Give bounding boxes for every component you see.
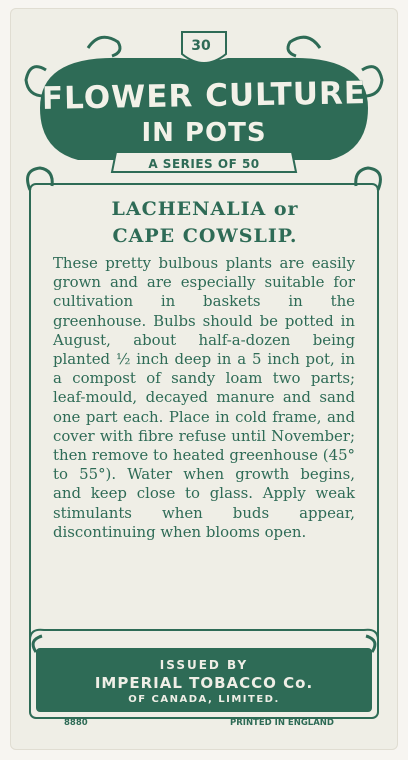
care-description: These pretty bulbous plants are easily grown and are especially suitable for cultivation in baskets in the greenhouse. Bulbs should be potted in August, about half-a-dozen being planted ½ inch deep in a 5 inch pot, in a compost of sandy loam two parts; leaf-mould, decayed manure and sand one part each. Place in cold frame, and cover with fibre refuse until November; then remove to heated greenhouse (45° to 55°). Water when growth begins, and keep close to glass. Apply weak stimulants when buds appear, discontinuing when blooms open. — [53, 254, 355, 541]
card-number: 30 — [191, 38, 211, 54]
printed-in-label: PRINTED IN ENGLAND — [230, 718, 334, 728]
series-label: A SERIES OF 50 — [148, 157, 260, 171]
company-name: IMPERIAL TOBACCO Co. — [94, 674, 314, 692]
issued-by-label: ISSUED BY — [159, 658, 249, 672]
plant-heading-line1: LACHENALIA or — [111, 198, 299, 220]
company-subtitle: OF CANADA, LIMITED. — [128, 694, 280, 705]
card-title-line2: IN POTS — [141, 118, 267, 148]
card-title-line1: FLOWER CULTURE — [41, 75, 367, 117]
plant-heading-line2: CAPE COWSLIP. — [112, 225, 298, 247]
print-code: 8880 — [64, 718, 88, 728]
